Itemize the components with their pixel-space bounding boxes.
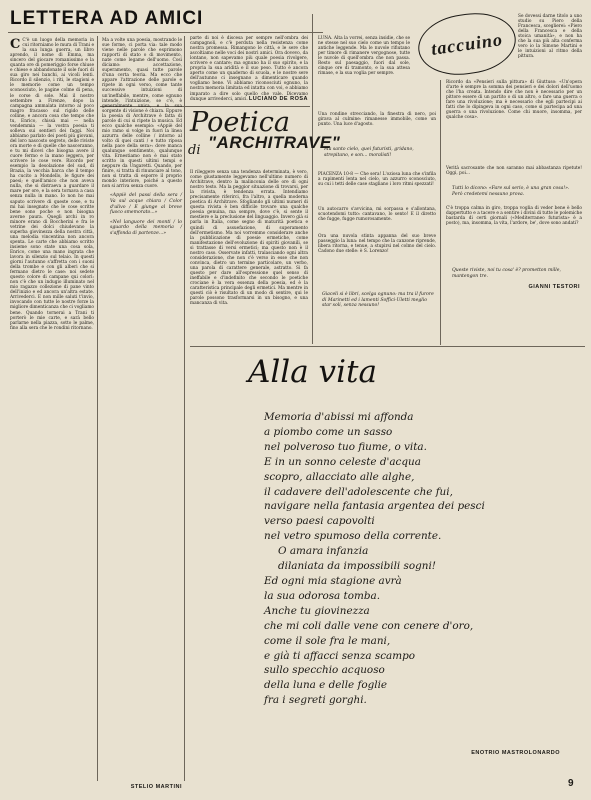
lettera-text-1: C'è un luogo della memoria in cui ritorniamo le mura di Trani e la sua lunga guerra, un libro aprendo, il nome di Emma, ma sincero del giocare romanissimo e la quanta ore di pomeriggio forse chiuse e chiese e abbandonate il sole fuori di sua giro nei banchi, ai vicoli lenti. Ricordo il silenzio, i riti, le stagioni e le memorie come un tempo sconosciuto, le pagine colme di pena, le corse di sole. Mai il nostro settembre a Firenze, dopo la campagna ammalata intorno al poco magro fracasso sul rigido delle colline, e ancora cosa che tempo che tu, Enrico, chissà mai — nella vendemmia — la vostra poesia ti solleva sui sentieri dei faggi. Noi abbiamo parlato dei poeti più giovani, del loro nascosto segreto, delle riviste ora morte e di quelle che nasceranno, e tu mi dicevi che bisogna avere il cuore fermo e la mano leggera, per scrivere le cose vere. Ricordo per esempio la desolazione del sud, di Brazia, la vecchia barca che il tempo ha cucito a Mondello, le figure dei paesi; e quell'amico che non aveva nulla, che si distraeva a guardare il mare per ore, e la sera tornava a casa senza nulla in mano. Io non ho mai saputo scrivere di queste cose, e tu mi hai insegnato che le cose scritte bene sono poche e non bisogna averne paura. Quegli archi in ro minore erano di Boccherini e fra le vetrine dei dolci chiudevano la superba giovinezza della nostra città, una melodia vincentina non ancora spenta. Le carte che abbiamo scritto insieme sono state una cosa sola, Enrico, come una mano ingrata che lavora in silenzio sul telaio. In questi giorni l'autunno s'affretta con i suoni della trombe e con gli alberi che si fermano dietro le case: noi sedete questo colore di campane qui colori: non c'è che un indugio illuminato nel mio ragazzo collezione di pane vinto dell'inizio e ed ancora un'altra estate. Arrivederci. E non mille saluti t'invio, invocando con tutte le nostre forze la migliore dimenticanza che ci vogliamo bene. Quando tornerai a Trani ti porterò le mie carte, e sarà bello parlarne nella piazza, sotto le palme, fino alla sera che le rondini ritornano. [10,38,95,331]
poetica-title: Poetica [190,107,291,138]
poem-line: sullo specchio acquoso [264,664,385,677]
poem-line: della luna e delle foglie [264,679,388,692]
taccuino-right-top: Se dovessi darne titolo a uno studio su Piero della Francesca, sceglierei: «Piero della Francesca e della stoica umanità», e non ha che la sua più alta conferma vero io la Simone Martini e le intuizioni al ritmo della pittura. [518,14,582,60]
taccuino-intro-text: LUNA. Alta la vorrei, senza insidie, che se ne stesse nel suo cielo come un tempo le antiche leggende. Ma le nuvole rifiutano per timore di rimanere vergognose, tutte le nuvole di quell'ombra che non passa. Resto sul paesaggio, fuori dal sole, cinque ore di tramonto, e la sua attesa rimase, e la sua voglia per sempre. [318,36,410,77]
poetica-author: STELIO MARTINI [130,784,182,790]
taccuino-badge: taccuino [414,7,519,80]
taccuino-quote-d: Queste riviste, noi tu cosa' è? prometton mille, mantengon tre. [452,268,561,279]
poem-line: Ed ogni mia stagione avrà [264,574,402,587]
poetica-text-1: Il rileggere senza una tendenza determinata, è vero, come giustamente leggevamo nell'ultimo numero di Architrave, dentro la malinconia delle ore di ogni nostro testo. Ma la peggior situazione di trovarsi, per la rivista, è tendenza errata. Intendiamo precisamente riferirci, fra l'altro, a quella moderna poetica di Architrave. Sfogliando gli ultimi numeri di questa rivista è ben difficile trovare una qualche poesia genuina, ma sempre, dove c'è, si sente il mestiere e la preclusione del linguaggio. Invero già si parla in Italia, come segno di maturità poetica e quindi di assuefazione, di superamento dell'ermetismo. Ma noi vorremmo considerare anche la pubblicazione di poesie ermetiche, come manifestazione dell'evoluzione di spiriti giovanili, se si trattasse di versi ermetici; ma questo non è il nostro caso. Osservate infatti, tralasciando ogni altra considerazione, che non c'è verso in esse che non convinca, dietro un termine particolare, un verbo, una parola di carattere generale, astratto. Si fa questo per dare all'espressione quel senso di ineffabile e d'indefinito che secondo le poetiche crociane è la vera essenza della poesia, ed è la caratteristica principale degli ermetici. Ma mentre in questi ciò è risultato di un modo di sentire, qui le parole possono trasformarsi in un bisogno, e una mancanza di vita. [190,170,308,307]
taccuino-autocarro: Un autocarro s'avvicina, mi sorpassa e s'allontana, scuotendomi tutto: cantavano, lo sento! E il diretto che fugge, fugge rumorosamente. [318,207,436,223]
lettera-text-2: parte di noi è discesa per sempre nell'ombra dei campagnoli, e c'è perduta nella resistenza come nostra promessa. Rimangono le città, e le sere che ascoltiamo nelle voci dei nostri amici. Ora dovevo, da lontano, non sapevamo più quale poesia rivolgere, scrivere e cantare; ma ognuno ha il suo spirito, e la propria la sua aridità e il suo peso. Tutto è ancora aperto come un quaderno di scuola, e le nostre sere dell'autunno ci insegnano a dimenticare quando vogliamo bene. Vi abbiamo riconosciuti ognuno, la nostra memoria limitata ed intatta con voi, e abbiamo imparato a dire solo quello che vale. Dicevamo dunque arrivederci, amici. [190,36,308,102]
poem-line: dilaniata da impossibili sogni! [278,560,436,573]
poem-line: e già ti affacci senza scampo [264,649,415,662]
poem-line: navigare nella fantasia argentea dei pesci [264,500,485,513]
alla-vita-title: Alla vita [248,354,377,390]
taccuino-quote-c: Tutti lo dicono: «Fare sul serio, è una gran cosa!». Però credetemi nessuno prova. [452,186,570,197]
poem-line: il cadavere dell'adolescente che fui, [264,485,453,498]
poem-line: E in un sonno celeste d'acqua [264,455,421,468]
taccuino-author: GIANNI TESTORI [528,284,580,290]
drop-cap: C [10,37,21,52]
poem-line: verso paesi capovolti [264,515,375,528]
alla-vita-poem [264,410,569,740]
column-divider [440,80,441,345]
poem-line: nel polveroso tuo fiume, o vita. [264,440,427,453]
taccuino-nuvola: Ora una nuvola stinta appanna del suo breve passeggio la luna: nel tempo che la canzone riprende, libera ritorna, e tenue, a stupirsi nel colmo del cielo. Cadono due stelle: è S. Lorenzo! [318,234,436,255]
poetica-column-1 [190,170,308,345]
poem-line: scopro, allacciato alle alghe, [264,470,415,483]
page-title: LETTERA AD AMICI [10,8,204,29]
poem-line: che mi coli dalle vene con cenere d'oro, [264,619,474,632]
poetica-quote-1: «Appiè del passi della sera / Va sul acque chiara / Color d'ulivo / E giunge al breve fuoco smemorato...» [110,193,182,216]
poetica-column-2 [102,38,182,778]
lettera-author: LUCIANO DE ROSA [248,96,308,102]
poem-line: come il sole fra le mani, [264,634,391,647]
taccuino-troppa: C'è troppa calma in giro, troppa voglia di veder bene è bello dappertutto e a tacere e a sentire i divini di tutte le polemiche bastarda di certi giornali («Mediterraneo futurista» è a posto), ma, insomma, la vita, l'ardore, be', dove sono andati? [446,206,582,227]
poem-line: fra i segreti gorghi. [264,694,367,707]
poetica-text-2: Ma a volte una poesia, mostrando le sue forme, ci porta via: tale modo viene nelle parole che esprimono rapporti di stato o di movimento, nate come legame dell'uomo. Così diciamo: accettazione, superamento, quasi tutte parole d'una certa teoria. Ma ecco che appare l'attrazione delle parole e ripete in ogni verso, come tante successive intuizioni di un'ineffabile, mentre, come ognuno intende, l'intuizione, se c'è, è generalmente unica, e la sua sorgente di visione è chiara. Eppure la poesia di Architrave è fatta di parole di cui si ripete la musica. Ed ecco qualche esempio: «Appiè del mio ramo si volge in fuori la linea azzurra delle colline / intorno al volto di quei canti / e tutto riposa nella pace della sera»: dove manca qualunque sentimento, qualunque vita. Ernestiamo non è mai stato scritto in questi ultimi tempi e neppure da Ungaretti. Quando, per finire, si tratta di rinunciare al tono, non si tratta di esporre il proprio mondo interiore, poiché a questo non si arriva senza cuore. [102,38,182,190]
taccuino-intro [318,36,410,111]
poem-line: Memoria d'abissi mi affonda [264,411,414,423]
poetica-title-di: di [188,143,201,158]
section-rule [190,346,585,347]
taccuino-quote-b: Giaceli si è libri, scelga ognuno: ma tra il furore di Marinetti ed i lamenti Soffici-Uletti meglio star soli, senza nessuno! [322,292,434,309]
column-divider [97,36,98,781]
taccuino-intro2-text: Una rondine strecciando, la finestra di nero, poi girava al culmine: rimanesse immobile, come un punto. Una luce d'agosto. [318,112,436,128]
alla-vita-author: ENOTRIO MASTROLONARDO [471,750,560,756]
poem-line: la sua odorosa tomba. [264,589,380,602]
poem-line: O amara infanzia [278,545,369,558]
taccuino-quote-a: Ma santo cielo, quei futuristi, gridano, strepitano, e son... moralisti! [324,147,414,158]
poem-line: Anche tu giovinezza [264,604,370,617]
poetica-title-name: "ARCHITRAVE" [208,133,341,152]
header-rule [8,32,323,33]
taccuino-piacenza: PIACENZA 10-8 — Che sera! L'oziosa luna che s'infila a rapimenti lenta nel cielo, un azzurro sconosciuto, su cui i tetti delle case stagliano i loro ritmi spezzati! [318,172,436,188]
lettera-column-1 [10,38,94,783]
taccuino-intro-2 [318,112,436,142]
column-divider [184,36,185,781]
taccuino-verita: Verità sacrosante che non saranno mai abbastanza ripetute! Oggi, poi... [446,166,582,177]
taccuino-ricordo: Ricordo da «Pensieri sulla pittura» di Giuttuso: «Un'opera d'arte è sempre la somma dei pensieri e dei dolori dell'uomo che l'ha creata. Intendo dire che non è necessario per un pittore essere di un partito o di un altro, o fare una guerra o fare una rivoluzione; ma è necessario che egli partecipi ai fatti che lo dipingeva in ogni caso, come si partecipa ad una guerra o una rivoluzione. Come chi muore, insomma, per qualche cosa». [446,80,582,121]
page-number: 9 [568,778,574,789]
column-divider [312,14,313,344]
poem-line: a piombo come un sasso [264,425,393,438]
poetica-quote-2: «Nel languore dei monti / lo sguardo della memoria / s'affonda di partenze...» [110,219,182,236]
poem-line: nel vetro spumoso della corrente. [264,530,442,543]
